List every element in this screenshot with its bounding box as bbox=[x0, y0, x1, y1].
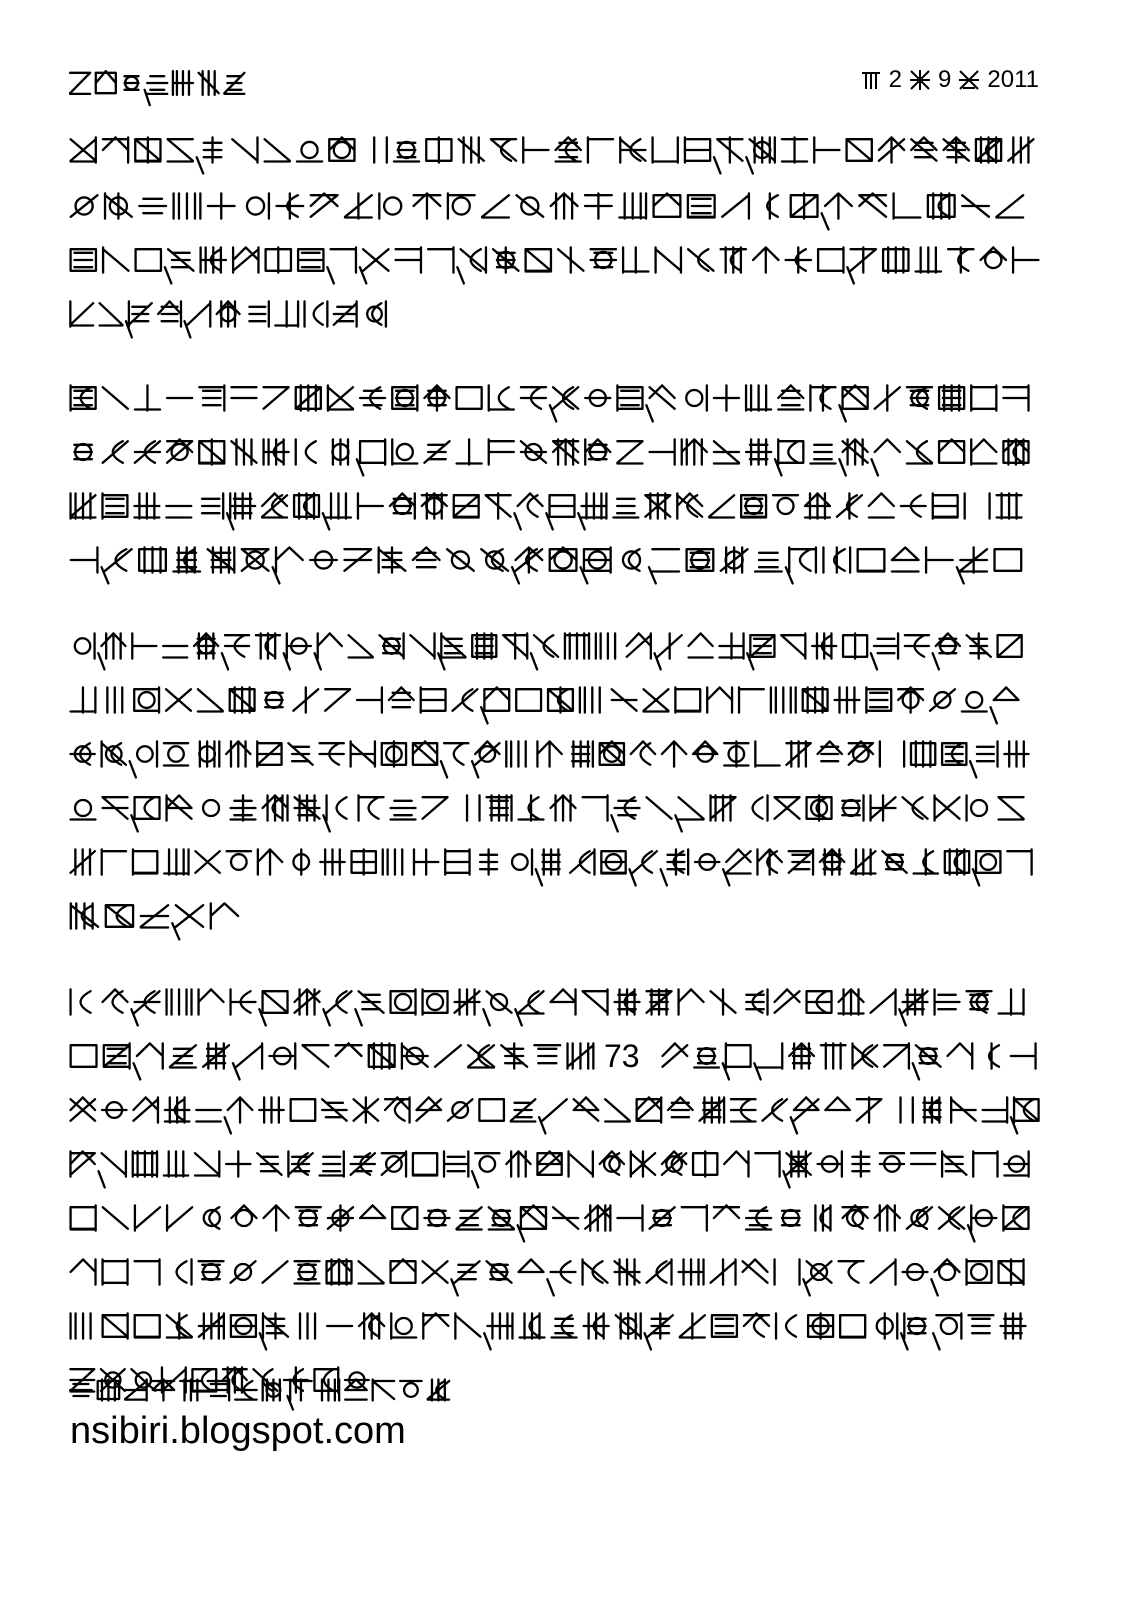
paragraph-3-line-1 bbox=[68, 628, 1026, 664]
script-glyph-strokes bbox=[71, 385, 1029, 421]
paragraph-4-line-3 bbox=[68, 1092, 1043, 1128]
script-glyph-strokes bbox=[71, 989, 1024, 1025]
script-glyph-strokes bbox=[663, 1043, 1036, 1079]
script-glyph-strokes bbox=[71, 1205, 1029, 1241]
script-glyph-strokes bbox=[70, 741, 1028, 777]
paragraph-2-line-1 bbox=[68, 380, 1033, 416]
script-glyph-strokes bbox=[70, 1151, 1028, 1187]
paragraph-3-line-6 bbox=[68, 898, 243, 934]
paragraph-1-line-1 bbox=[68, 132, 1038, 168]
paragraph-2-line-4 bbox=[68, 542, 1026, 578]
script-glyph-strokes bbox=[71, 1043, 594, 1079]
paragraph-3-line-2 bbox=[68, 682, 1023, 718]
script-glyph-strokes bbox=[71, 547, 1021, 583]
paragraph-3-line-4 bbox=[68, 790, 1028, 826]
paragraph-3-line-5 bbox=[68, 844, 1036, 880]
footer-label-script bbox=[68, 1375, 453, 1405]
script-glyph-strokes bbox=[71, 137, 1034, 173]
date-day: 2 bbox=[888, 66, 903, 93]
document-title-script bbox=[68, 66, 248, 98]
paragraph-4-line-5 bbox=[68, 1200, 1033, 1236]
paragraph-1-line-2 bbox=[68, 188, 1028, 224]
paragraph-3-line-3 bbox=[68, 736, 1033, 772]
document-date bbox=[859, 64, 1045, 96]
script-glyph-strokes bbox=[71, 903, 238, 939]
script-glyph-strokes bbox=[71, 687, 1019, 723]
paragraph-4-line-1 bbox=[68, 984, 1028, 1020]
inline-number: 73 bbox=[604, 1038, 640, 1074]
script-glyph-strokes bbox=[71, 1313, 1026, 1349]
date-year: 2011 bbox=[987, 66, 1039, 93]
script-glyph-strokes bbox=[71, 1097, 1039, 1133]
paragraph-2-line-2 bbox=[68, 434, 1033, 470]
footer-url[interactable]: nsibiri.blogspot.com bbox=[70, 1410, 406, 1452]
script-glyph-strokes bbox=[71, 493, 1022, 529]
date-month: 9 bbox=[938, 66, 952, 93]
script-glyph-strokes bbox=[70, 71, 244, 105]
script-glyph-strokes bbox=[70, 301, 386, 337]
date-separator-glyph-icon bbox=[957, 68, 981, 92]
script-glyph-strokes bbox=[70, 1380, 449, 1410]
script-glyph-strokes bbox=[71, 1259, 1024, 1295]
paragraph-1-line-4 bbox=[68, 296, 390, 332]
paragraph-4-line-7 bbox=[68, 1308, 1030, 1344]
script-glyph-strokes bbox=[71, 193, 1023, 229]
paragraph-2-line-3 bbox=[68, 488, 1026, 524]
script-glyph-strokes bbox=[74, 439, 1028, 475]
script-glyph-strokes bbox=[71, 247, 1039, 283]
script-glyph-strokes bbox=[71, 795, 1024, 831]
paragraph-4-line-4 bbox=[68, 1146, 1033, 1182]
date-prefix-glyph-icon bbox=[859, 68, 883, 92]
paragraph-4-line-2b bbox=[660, 1038, 1040, 1074]
script-glyph-strokes bbox=[75, 633, 1022, 669]
paragraph-4-line-6 bbox=[68, 1254, 1028, 1290]
date-separator-glyph-icon bbox=[908, 68, 932, 92]
script-glyph-strokes bbox=[70, 849, 1031, 885]
paragraph-1-line-3 bbox=[68, 242, 1043, 278]
paragraph-4-line-2a bbox=[68, 1038, 598, 1074]
